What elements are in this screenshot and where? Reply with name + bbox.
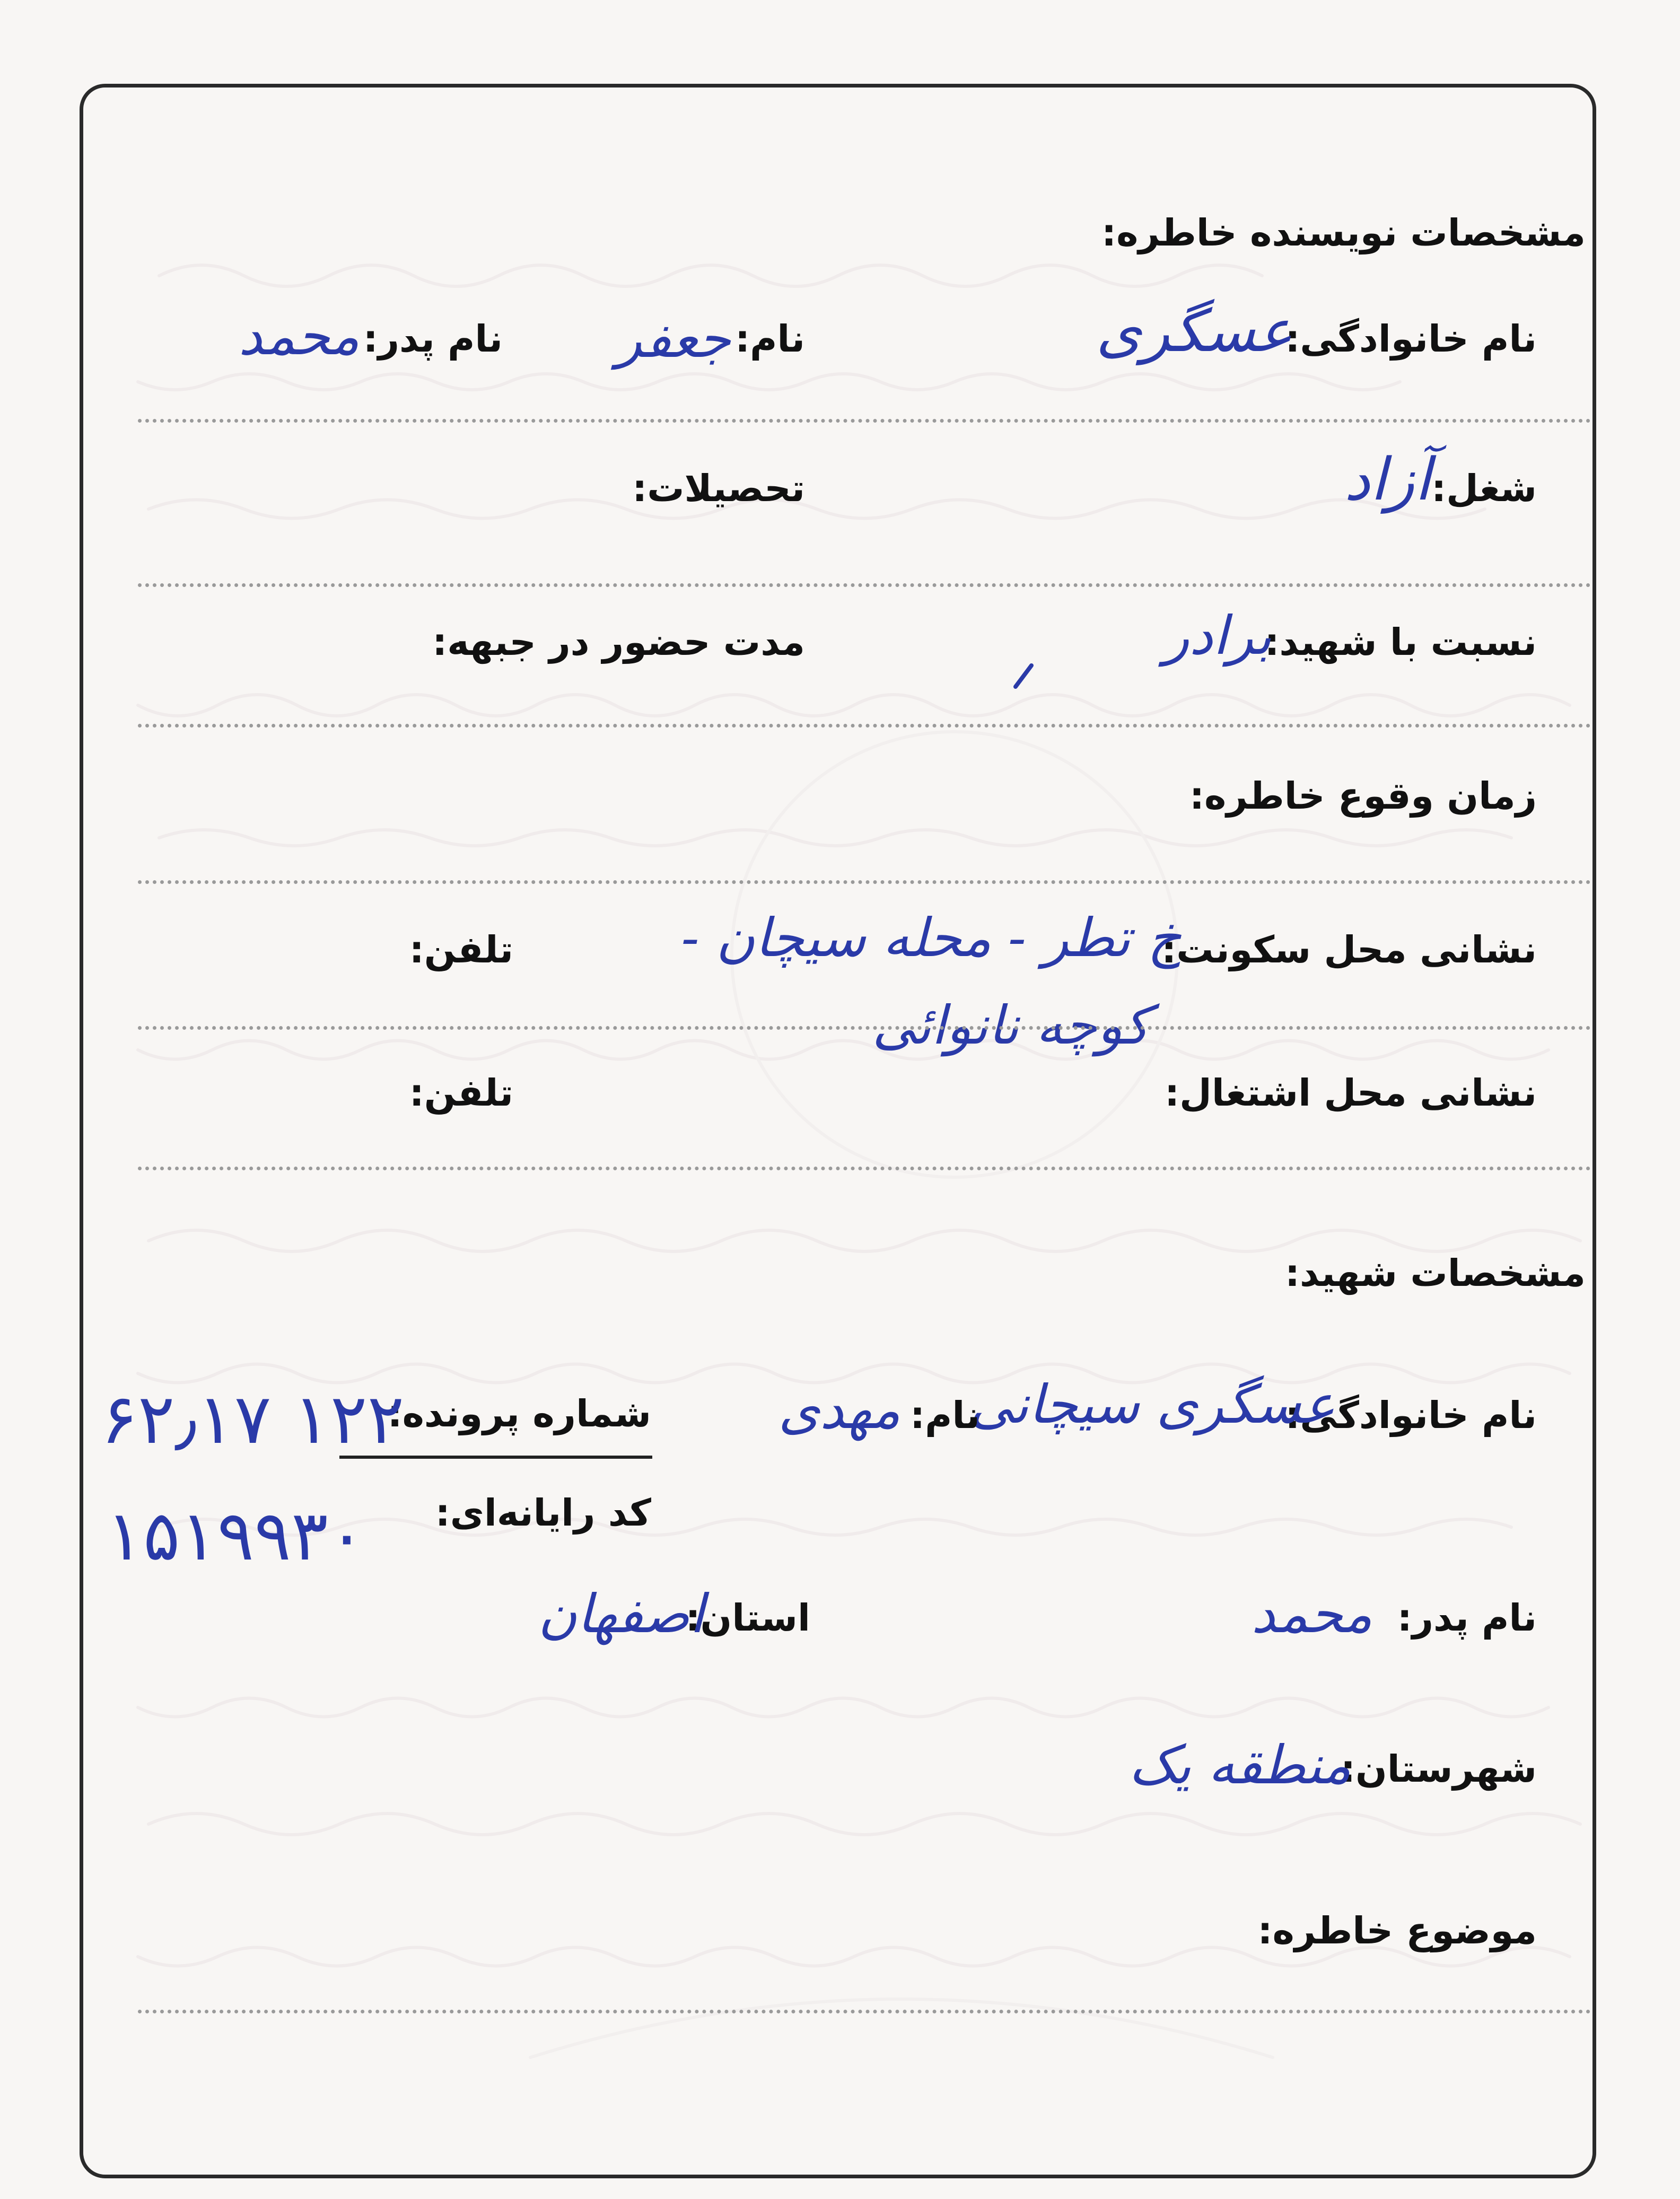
writer-line-1: [138, 419, 1591, 423]
city-label: شهرستان:: [1340, 1747, 1537, 1791]
province-value: اصفهان: [538, 1583, 704, 1645]
writer-family-label: نام خانوادگی:: [1285, 317, 1537, 361]
writer-father-value: محمد: [238, 305, 360, 367]
form-card: [80, 84, 1596, 2178]
writer-family-value: عسگری: [1096, 297, 1293, 365]
computer-code-value: ۱۵۱۹۹۳۰: [106, 1495, 365, 1576]
martyr-name-label: نام:: [910, 1394, 980, 1437]
writer-event-time-label: زمان وقوع خاطره:: [1189, 774, 1537, 818]
memoir-subject-label: موضوع خاطره:: [1257, 1909, 1537, 1952]
writer-relation-label: نسبت با شهید:: [1264, 620, 1537, 664]
writer-line-4: [138, 880, 1591, 884]
computer-code-label: کد رایانه‌ای:: [435, 1491, 651, 1535]
writer-job-value: آزاد: [1344, 445, 1431, 513]
file-number-label: شماره پرونده:: [387, 1392, 651, 1435]
martyr-section-heading: مشخصات شهید:: [1284, 1251, 1586, 1295]
writer-line-2: [138, 583, 1591, 587]
martyr-family-label: نام خانوادگی:: [1285, 1394, 1537, 1437]
martyr-name-value: مهدی: [778, 1379, 900, 1441]
writer-relation-value: برادر: [1163, 604, 1272, 667]
writer-father-label: نام پدر:: [363, 317, 503, 361]
writer-home-address-label: نشانی محل سکونت:: [1161, 928, 1537, 971]
file-number-value: ۶۲٫۱۷ ۱۲۲: [101, 1379, 405, 1459]
martyr-father-value: محمد: [1251, 1583, 1372, 1645]
martyr-family-value: عسگری سیچانی: [969, 1373, 1335, 1435]
memoir-line-1: [138, 2010, 1591, 2013]
writer-line-6: [138, 1167, 1591, 1170]
writer-front-duration-label: مدت حضور در جبهه:: [432, 620, 805, 664]
writer-line-5: [138, 1026, 1591, 1030]
writer-home-address-line2: کوچه نانوائی: [872, 994, 1150, 1056]
writer-job-label: شغل:: [1431, 467, 1537, 510]
martyr-father-label: نام پدر:: [1397, 1596, 1537, 1640]
pen-stroke-mark: [1010, 660, 1042, 692]
writer-line-3: [138, 724, 1591, 728]
province-label: استان:: [685, 1596, 810, 1640]
writer-phone-label: تلفن:: [409, 928, 513, 971]
writer-home-address-line1: خ تطر - محله سیچان -: [681, 907, 1182, 969]
writer-education-label: تحصیلات:: [632, 467, 805, 510]
city-value: منطقه یک: [1128, 1734, 1351, 1796]
writer-name-value: جعفر: [616, 308, 731, 370]
writer-section-heading: مشخصات نویسنده خاطره:: [1101, 211, 1586, 255]
writer-work-phone-label: تلفن:: [409, 1071, 513, 1115]
writer-name-label: نام:: [735, 317, 805, 361]
writer-work-address-label: نشانی محل اشتغال:: [1165, 1071, 1537, 1115]
